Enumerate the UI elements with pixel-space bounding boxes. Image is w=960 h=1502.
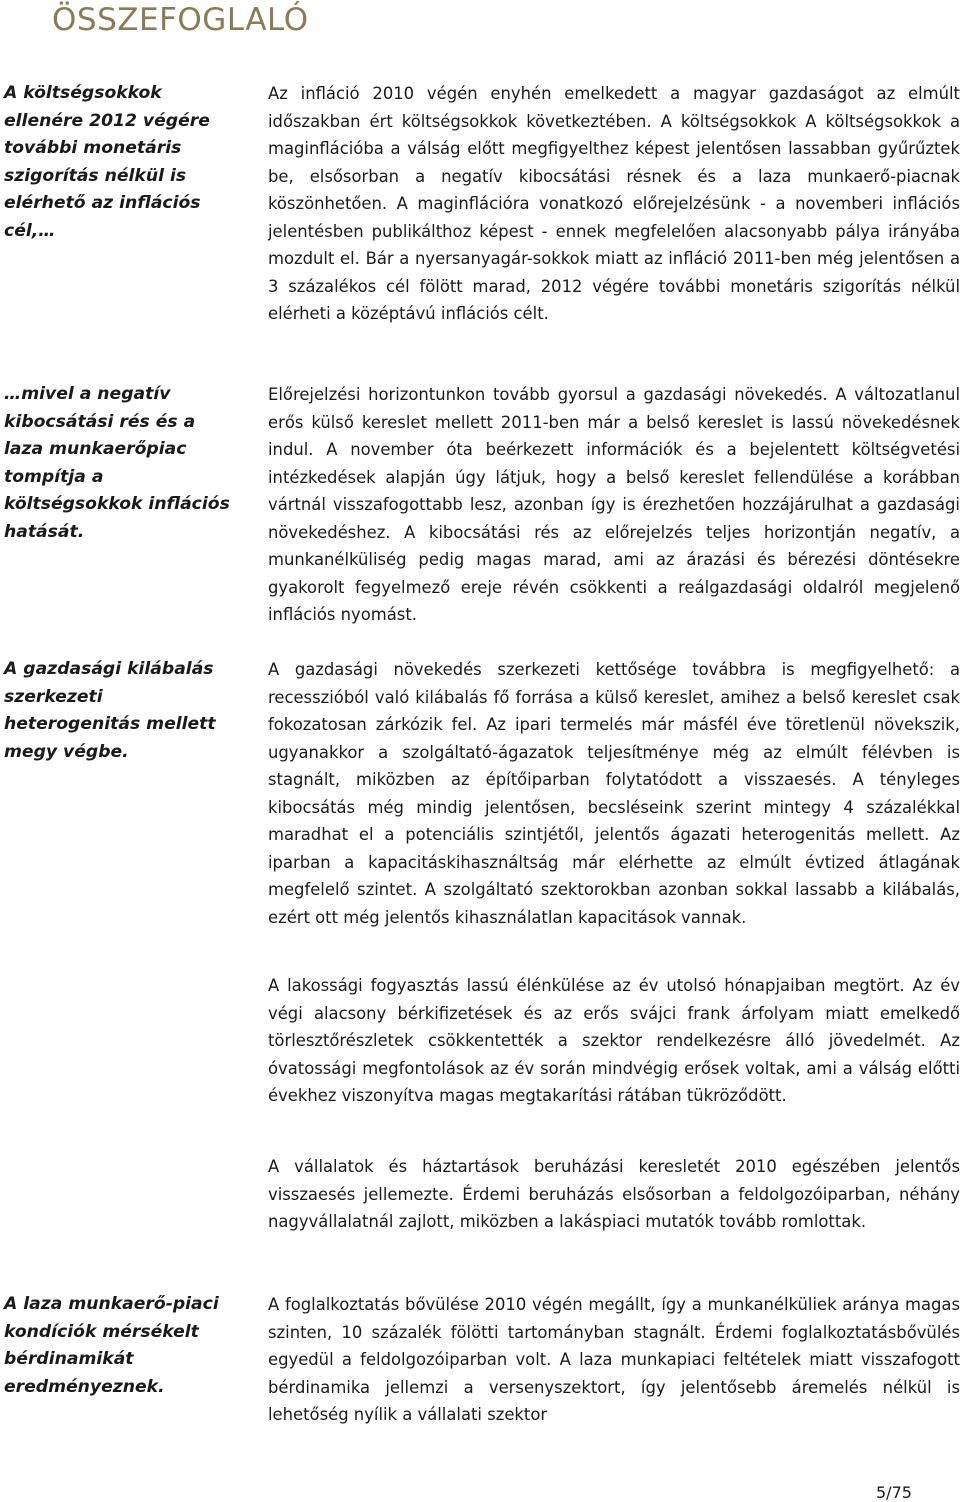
paragraph-consumption: A lakossági fogyasztás lassú élénkülése az év utolsó hónapjaiban megtört. Az év végi alacsony bérkifizetések és az erős svájci frank árfolyam miatt emelkedő törlesztőrészletek csökkentették a szektor rendelkezésre álló jövedelmét. Az óvatossági megfontolások az év során mindvégig erősek voltak, ami a válság előtti évekhez viszonyítva magas megtakarítási rátában tükröződött. (268, 976, 960, 1105)
sidebar-note-wage-dynamics: A laza munkaerő-piaci kondíciók mérsékelt bérdinamikát eredményeznek. (4, 1294, 219, 1397)
paragraph-inflation: Az infláció 2010 végén enyhén emelkedett a magyar gazdaságot az elmúlt időszakban ért költségsokkok következtében. A költségsokkok A költségsokkok a maginflációba a válság előtt megfigyelthez képest jelentősen lassabban gyűrűztek be, elsősorban a negatív kibocsátási résnek és a laza munkaerő-piacnak köszönhetően. A maginflációra vonatkozó előrejelzésünk - a novemberi inflációs jelentésben publikálthoz képest - ennek megfelelően alacsonyabb pálya irányába mozdult el. Bár a nyersanyagár-sokkok miatt az infláció 2011-ben még jelentősen a 3 százalékos cél fölött marad, 2012 végére további monetáris szigorítás nélkül elérheti a középtávú inflációs célt. (268, 84, 960, 323)
paragraph-employment: A foglalkoztatás bővülése 2010 végén megállt, így a munkanélküliek aránya magas szinten, 10 százalék fölötti tartományban stagnált. Érdemi foglalkoztatásbővülés egyedül a feldolgozóiparban volt. A laza munkapiaci feltételek miatt visszafogott bérdinamika jellemzi a versenyszektort, így jelentősebb áremelés nélkül is lehetőség nyílik a vállalati szektor (268, 1295, 960, 1424)
sidebar-note-recovery: A gazdasági kilábalás szerkezeti heterogenitás mellett megy végbe. (4, 659, 216, 762)
sidebar-note-output-gap: …mivel a negatív kibocsátási rés és a laza munkaerőpiac tompítja a költségsokkok inflációs hatását. (4, 384, 230, 542)
paragraph-recovery: A gazdasági növekedés szerkezeti kettősége továbbra is megfigyelhető: a recesszióból való kilábalás fő forrása a külső kereslet, amihez a belső kereslet csak fokozatosan zárkózik fel. Az ipari termelés már másfél éve töretlenül növekszik, ugyanakkor a szolgáltató-ágazatok teljesítménye még az elmúlt félévben is stagnált, miközben az építőiparban folytatódott a visszaesés. A tényleges kibocsátás még mindig jelentősen, becsléseink szerint mintegy 4 százalékkal maradhat el a potenciális szintjétől, jelentős ágazati heterogenitás mellett. Az iparban a kapacitáskihasználtság már elérhette az elmúlt évtized átlagának megfelelő szintet. A szolgáltató szektorokban azonban sokkal lassabb a kilábalás, ezért ott még jelentős kihasználatlan kapacitások vannak. (268, 660, 960, 927)
paragraph-growth-outlook: Előrejelzési horizontunkon tovább gyorsul a gazdasági növekedés. A változatlanul erős külső kereslet mellett 2011-ben már a belső kereslet is lassú növekedésnek indul. A november óta beérkezett információk és a bejelentett költségvetési intézkedések alapján úgy látjuk, hogy a belső kereslet fellendülése a korábban vártnál visszafogottabb lesz, azonban így is érezhetően hozzájárulhat a gazdasági növekedéshez. A kibocsátási rés az előrejelzés teljes horizontján negatív, a munkanélküliség pedig magas marad, ami az árazási és bérezési döntésekre gyakorolt fegyelmező ereje révén csökkenti a reálgazdasági oldalról megjelenő inflációs nyomást. (268, 385, 960, 624)
page-title: ÖSSZEFOGLALÓ (52, 2, 309, 38)
page-number: 5/75 (876, 1483, 912, 1502)
sidebar-note-inflation-target: A költségsokkok ellenére 2012 végére további monetáris szigorítás nélkül is elérhető az inflációs cél,… (4, 83, 210, 241)
paragraph-investment: A vállalatok és háztartások beruházási keresletét 2010 egészében jelentős visszaesés jellemezte. Érdemi beruházás elsősorban a feldolgozóiparban, néhány nagyvállalatnál zajlott, miközben a lakáspiaci mutatók tovább romlottak. (268, 1157, 960, 1231)
